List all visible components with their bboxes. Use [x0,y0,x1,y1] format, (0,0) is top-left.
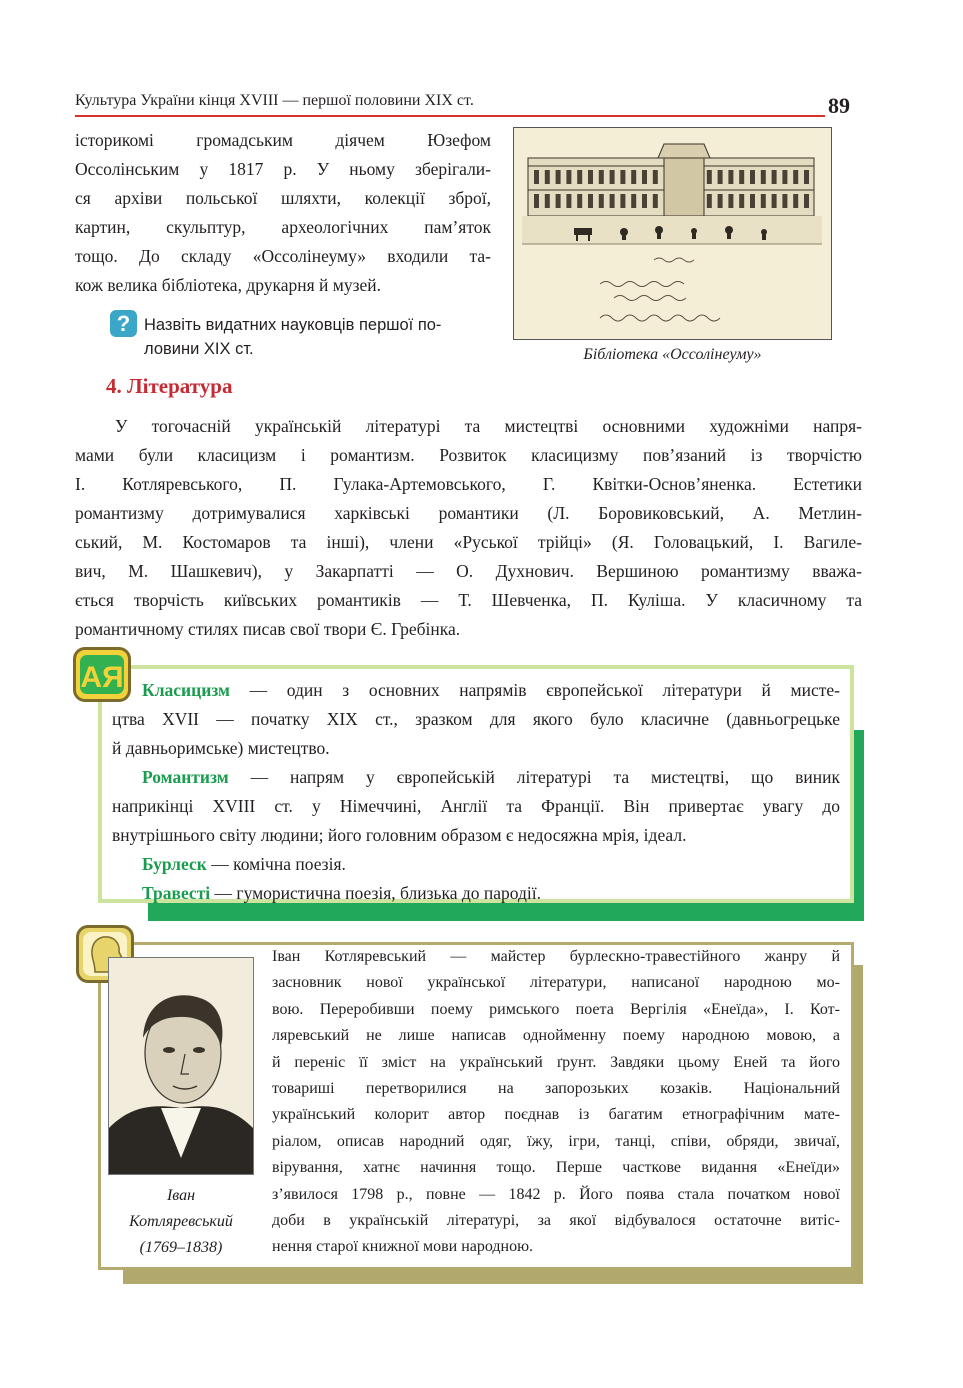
building-window [793,170,798,184]
bio-line: доби в українській літературі, за якої відбувалося остаточне витіс- [272,1212,840,1230]
bio-line: товариші перетворилися на запорозьких козаків. Національний [272,1080,840,1098]
building-window [804,170,809,184]
glossary-line: внутрішнього світу людини; його головним образом є недосяжна мрія, ідеал. [112,825,687,845]
glossary-entry-burlesque [112,850,840,879]
intro-line: тощо. До складу «Оссолінеуму» входили та- [75,246,491,266]
intro-line: Оссолінським у 1817 р. У ньому зберігали- [75,159,491,179]
question-line: Назвіть видатних науковців першої по- [144,316,442,334]
glossary-line: цтва XVII — початку XIX ст., зразком для якого було класичне (давньогрецьке [112,709,840,729]
bio-line: ріалом, описав народний одяг, їжу, ігри, танці, співи, обряди, звичаї, [272,1132,840,1150]
glossary-line: наприкінці XVIII ст. у Німеччині, Англії та Франції. Він привертає увагу до [112,796,840,816]
glossary-line: й давньоримське) мистецтво. [112,738,330,758]
building-window [782,194,787,208]
literature-paragraph [75,412,862,644]
glossary-definition: — напрям у європейській літературі та мистецтві, що виник [228,767,840,787]
kotliarevskyi-portrait [108,957,254,1175]
building-window [610,170,615,184]
glossary-definition: — один з основних напрямів європейської літератури й мисте- [229,680,840,700]
bio-line: вою. Переробивши поему римського поета Вергілія «Енеїда», І. Кот- [272,1000,840,1018]
building-window [631,170,636,184]
glossary-term: Бурлеск [142,854,207,874]
building-window [793,194,798,208]
question-text [144,313,484,361]
building-window [577,194,582,208]
body-line: І. Котляревського, П. Гулака-Артемовського, Г. Квітки-Основ’яненка. Естетики [75,474,862,494]
glossary-term: Класицизм [142,680,230,700]
body-line: мами були класицизм і романтизм. Розвиток класицизму пов’язаний із творчістю [75,445,862,465]
question-line: ловини XIX ст. [144,340,254,358]
dictionary-icon-label: АЯ [80,661,124,694]
bio-line: з’явилося 1798 р., повне — 1842 р. Його поява стала початком нової [272,1185,840,1203]
glossary-entries [112,676,840,908]
building-window [556,194,561,208]
bio-line: ляревський не лише написав однойменну поему народною мовою, а [272,1027,840,1045]
bio-line: нення старої книжної мови народною. [272,1238,534,1256]
building-window [577,170,582,184]
page-number: 89 [828,93,850,118]
running-header: Культура України кінця XVIII — першої половини XIX ст. [75,92,474,109]
building-window [772,170,777,184]
building-window [631,194,636,208]
building-window [545,194,550,208]
building-window [642,194,647,208]
building-window [599,194,604,208]
building-window [566,194,571,208]
intro-paragraph [75,126,491,300]
biography-text [272,944,840,1261]
building-window [750,170,755,184]
body-line: романтичному стилях писав свої твори Є. Гребінка. [75,619,461,639]
building-window [653,170,658,184]
section-title: 4. Література [106,374,233,398]
building-window [588,170,593,184]
library-building-engraving [514,128,830,338]
building-window [728,170,733,184]
intro-line: історикомі громадським діячем Юзефом [75,130,491,150]
glossary-entry-travesty [112,879,840,908]
building-window [782,170,787,184]
question-icon: ? [110,310,137,337]
bio-line: засновник нової української літератури, написаної народною мо- [272,974,840,992]
building-window [739,194,744,208]
glossary-term: Романтизм [142,767,229,787]
body-line: ський, М. Костомаров та інші), члени «Руської трійці» (Я. Головацький, І. Вагиле- [75,532,862,552]
body-line: романтизму дотримувалися харківські романтики (Л. Боровиковський, А. Метлин- [75,503,862,523]
building-window [761,170,766,184]
portrait-caption [108,1183,254,1261]
header-rule [75,115,825,117]
building-window [610,194,615,208]
bio-line: Іван Котляревський — майстер бурлескно-травестійного жанру й [272,948,840,965]
bio-line: вірування, хатнє начиння тощо. Перше часткове видання «Енеїди» [272,1159,840,1177]
building-window [707,194,712,208]
building-window [772,194,777,208]
glossary-definition: — комічна поезія. [206,854,346,874]
building-window [588,194,593,208]
building-window [599,170,604,184]
building-window [642,170,647,184]
building-window [534,194,539,208]
portrait-caption-line: Іван [166,1187,196,1204]
building-window [718,194,723,208]
building-window [620,170,625,184]
intro-line: кож велика бібліотека, друкарня й музей. [75,275,382,295]
illustration-caption: Бібліотека «Оссолінеуму» [583,346,762,363]
intro-line: ся архіви польської шляхти, колекції зброї, [75,188,491,208]
building-window [750,194,755,208]
body-line: вич, М. Шашкевич), у Закарпатті — О. Духнович. Вершиною романтизму вважа- [75,561,862,581]
building-window [566,170,571,184]
portrait-caption-line: (1769–1838) [139,1239,223,1256]
glossary-term: Травесті [142,883,211,903]
glossary-entry-classicism [112,676,840,705]
building-window [653,194,658,208]
building-window [761,194,766,208]
ossolineum-library-illustration [513,127,832,340]
body-line: ється творчість київських романтиків — Т. Шевченка, П. Куліша. У класичному та [75,590,862,610]
building-window [620,194,625,208]
building-window [534,170,539,184]
glossary-definition: — гумористична поезія, близька до пародії. [210,883,542,903]
building-window [718,170,723,184]
building-window [804,194,809,208]
glossary-entry-romanticism [112,763,840,792]
bio-line: й переніс її зміст на український ґрунт. Завдяки цьому Еней та його [272,1053,840,1071]
bio-line: український колорит автор поєднав із багатим етнографічним мате- [272,1106,840,1124]
building-window [728,194,733,208]
building-window [707,170,712,184]
portrait-engraving [109,958,253,1174]
building-window [545,170,550,184]
intro-line: картин, скульптур, археологічних пам’яток [75,217,491,237]
body-line: У тогочасній українській літературі та мистецтві основними художніми напря- [115,416,862,436]
building-window [739,170,744,184]
portrait-caption-line: Котляревський [129,1213,233,1230]
building-window [556,170,561,184]
